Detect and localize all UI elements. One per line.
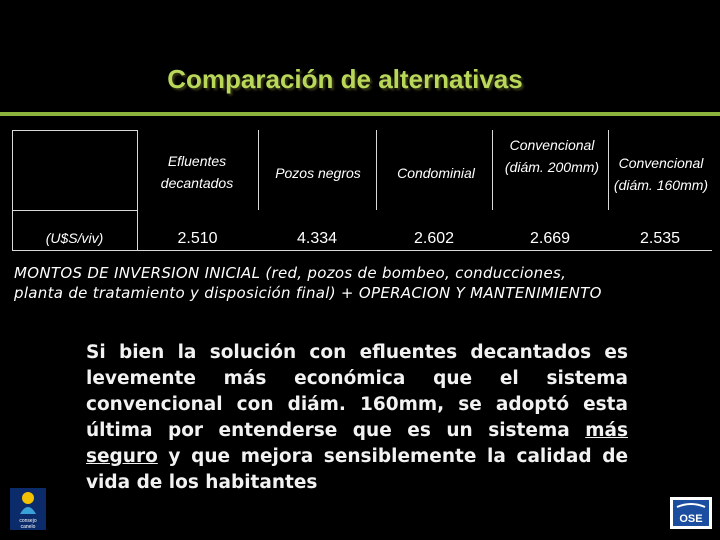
conclusion-paragraph xyxy=(86,340,628,496)
paragraph-text: Si bien la solución con efluentes decantados es levemente más económica que el sistema convencional con diám. 160mm, se adoptó esta última por entenderse que es un sistema xyxy=(86,342,628,441)
council-logo-icon xyxy=(10,488,46,530)
underlined-word: más xyxy=(585,420,628,441)
table-cell: 2.602 xyxy=(413,230,455,247)
column-header: Convencional (diám. 200mm) xyxy=(504,137,600,175)
table-divider xyxy=(376,130,377,210)
table-divider xyxy=(608,130,609,210)
column-header: Convencional (diám. 160mm) xyxy=(613,155,709,193)
svg-text:canelo: canelo xyxy=(20,524,36,530)
table-border-top xyxy=(12,130,137,131)
column-header: Efluentes decantados xyxy=(160,153,234,191)
column-header: Condominial xyxy=(397,165,475,181)
ose-logo xyxy=(670,497,712,529)
table-row-divider xyxy=(12,210,137,211)
note-line: planta de tratamiento y disposición final) + OPERACION Y MANTENIMIENTO xyxy=(14,284,602,302)
column-header: Pozos negros xyxy=(275,165,361,181)
underlined-word: seguro xyxy=(86,446,158,467)
row-label: (U$S/viv) xyxy=(45,230,104,246)
table-cell: 2.510 xyxy=(177,230,218,247)
cost-note xyxy=(14,263,714,303)
page-title: Comparación de alternativas xyxy=(167,64,523,94)
comparison-table xyxy=(12,130,712,250)
note-line: MONTOS DE INVERSION INICIAL (red, pozos de bombeo, conducciones, xyxy=(14,264,567,282)
paragraph-text: y que mejora sensiblemente la calidad de vida de los habitantes xyxy=(86,446,628,493)
title-divider xyxy=(0,112,720,116)
svg-text:OSE: OSE xyxy=(679,513,703,525)
table-divider xyxy=(492,130,493,210)
council-logo xyxy=(10,488,46,530)
table-divider xyxy=(258,130,259,210)
table-cell: 2.535 xyxy=(639,230,681,247)
table-cell: 4.334 xyxy=(296,230,338,247)
table-cell: 2.669 xyxy=(529,230,571,247)
svg-text:consejo: consejo xyxy=(19,518,37,524)
ose-logo-icon xyxy=(670,497,712,529)
table-border-bottom xyxy=(12,250,712,251)
